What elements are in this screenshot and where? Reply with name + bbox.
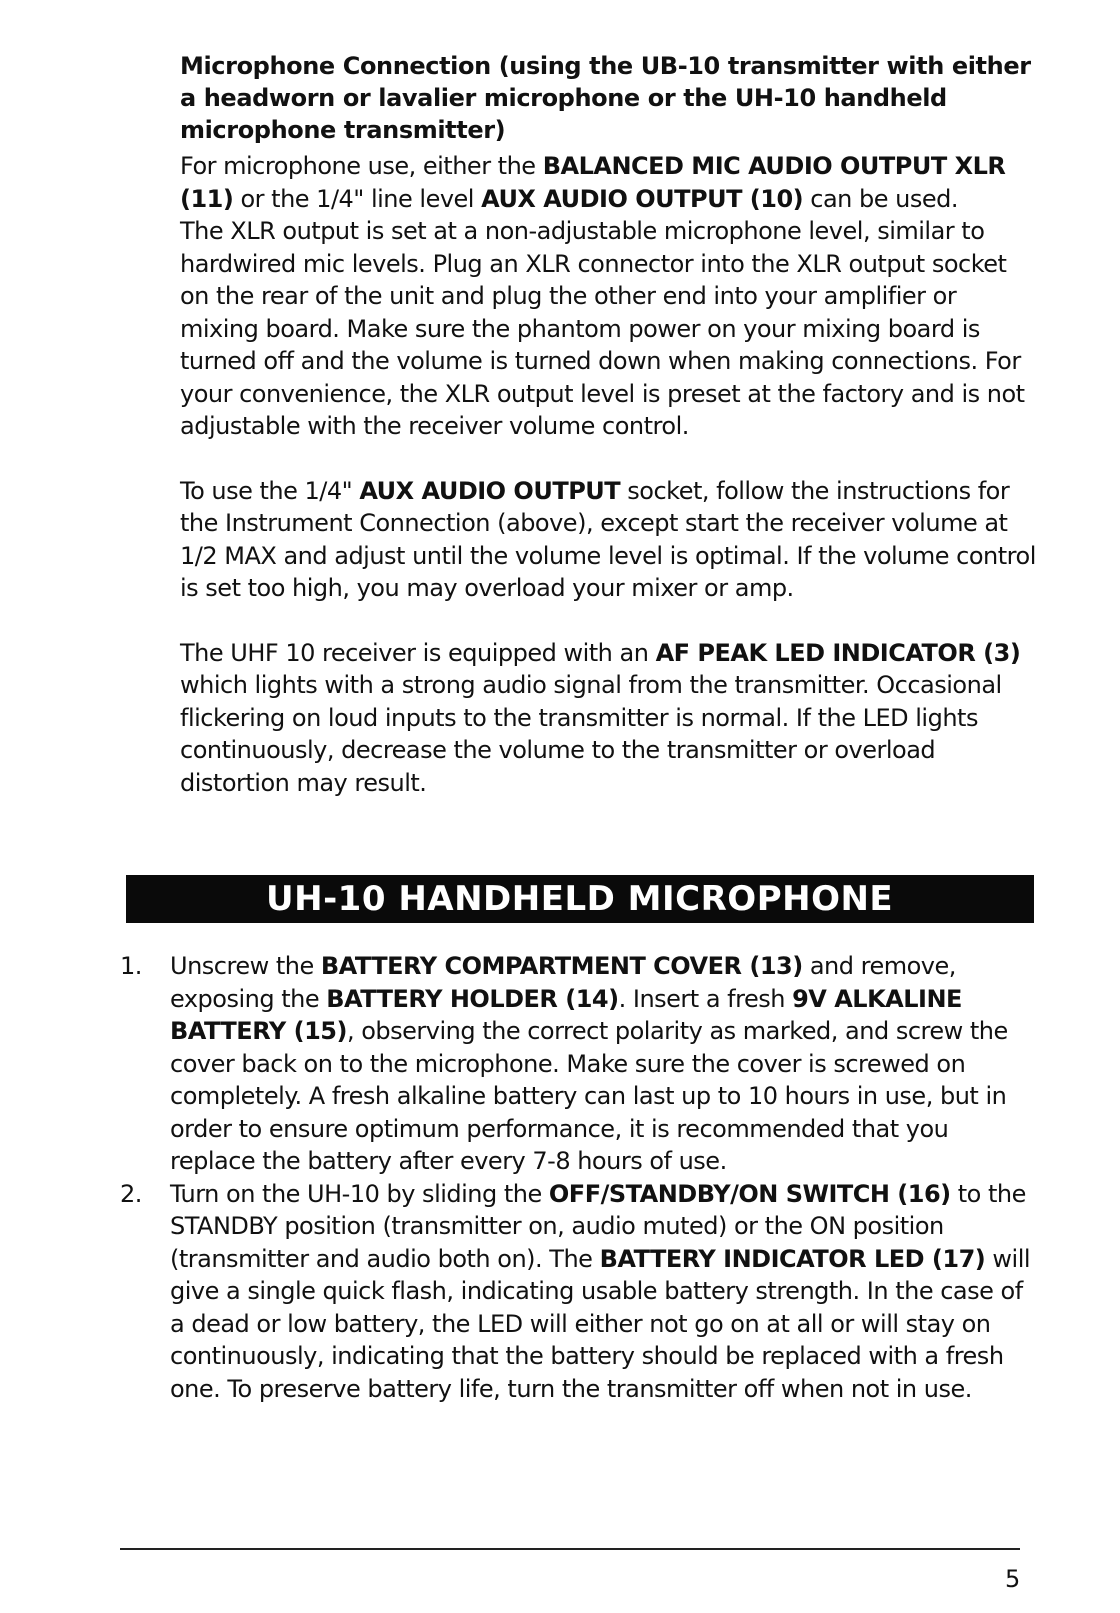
text-run: or the 1/4" line level: [233, 184, 482, 213]
text-run: to the STANDBY position (transmitter on, audio muted) or the ON position (transmitter and audio both on). The: [170, 1179, 1026, 1273]
bold-term: BATTERY INDICATOR LED (17): [599, 1244, 986, 1273]
text-run: Unscrew the: [170, 952, 321, 980]
text-run: . Insert a fresh: [618, 984, 793, 1013]
bold-term: AUX AUDIO OUTPUT (10): [481, 184, 804, 213]
text-run: For microphone use, either the: [180, 152, 543, 180]
mic-connection-section: [180, 50, 1040, 799]
bold-term: AF PEAK LED INDICATOR (3): [655, 638, 1021, 667]
paragraph-xlr-output: The XLR output is set at a non-adjustable microphone level, similar to hardwired mic levels. Plug an XLR connector into the XLR output socket on the rear of the unit and plug the other end into your amplifier or mixing board. Make sure the phantom power on your mixing board is turned off and the volume is turned down when making connections. For your convenience, the XLR output level is preset at the factory and is not adjustable with the receiver volume control.: [180, 217, 1025, 440]
text-run: , observing the correct polarity as marked, and screw the cover back on to the microphone. Make sure the cover is screwed on completely. A fresh alkaline battery can last up to 10 hours in use, but in order to ensure optimum performance, it is recommended that you replace the battery after every 7-8 hours of use.: [170, 1017, 1008, 1175]
bold-term: AUX AUDIO OUTPUT: [359, 476, 621, 505]
paragraph-mic-use: [180, 150, 1040, 215]
bold-term: BALANCED MIC AUDIO OUTPUT XLR (11): [180, 152, 1006, 213]
text-run: Turn on the UH-10 by sliding the: [170, 1179, 549, 1208]
step-number: 1.: [120, 952, 142, 980]
paragraph-aux-output: [180, 475, 1040, 605]
bold-term: OFF/STANDBY/ON SWITCH (16): [548, 1179, 951, 1208]
paragraph-af-peak: [180, 637, 1040, 800]
list-item: [120, 950, 1040, 1178]
page-number: 5: [1005, 1565, 1021, 1593]
step-number: 2.: [120, 1179, 142, 1208]
instruction-list: [120, 950, 1040, 1405]
text-run: and remove, exposing the: [170, 952, 956, 1013]
list-item: [120, 1178, 1040, 1406]
text-run: socket, follow the instructions for the Instrument Connection (above), except start the receiver volume at 1/2 MAX and adjust until the volume level is optimal. If the volume control is set too high, you may overload your mixer or amp.: [180, 476, 1036, 602]
section-heading: Microphone Connection (using the UB-10 transmitter with either a headworn or lavalier microphone or the UH-10 handheld microphone transmitter): [180, 52, 1031, 144]
section-banner: [126, 875, 1034, 923]
text-run: To use the 1/4": [180, 476, 360, 505]
text-run: The UHF 10 receiver is equipped with an: [180, 638, 656, 667]
bold-term: BATTERY COMPARTMENT COVER (13): [320, 952, 803, 980]
bold-term: 9V ALKALINE BATTERY (15): [170, 984, 962, 1045]
footer-divider: [120, 1548, 1020, 1550]
banner-title: UH-10 HANDHELD MICROPHONE: [266, 879, 894, 919]
text-run: will give a single quick flash, indicating usable battery strength. In the case of a dead or low battery, the LED will either not go on at all or will stay on continuously, indicating that the battery should be replaced with a fresh one. To preserve battery life, turn the transmitter off when not in use.: [170, 1244, 1031, 1403]
text-run: can be used.: [803, 184, 958, 213]
text-run: which lights with a strong audio signal from the transmitter. Occasional flickering on loud inputs to the transmitter is normal. If the LED lights continuously, decrease the volume to the transmitter or overload distortion may result.: [180, 671, 1002, 797]
bold-term: BATTERY HOLDER (14): [326, 984, 619, 1013]
